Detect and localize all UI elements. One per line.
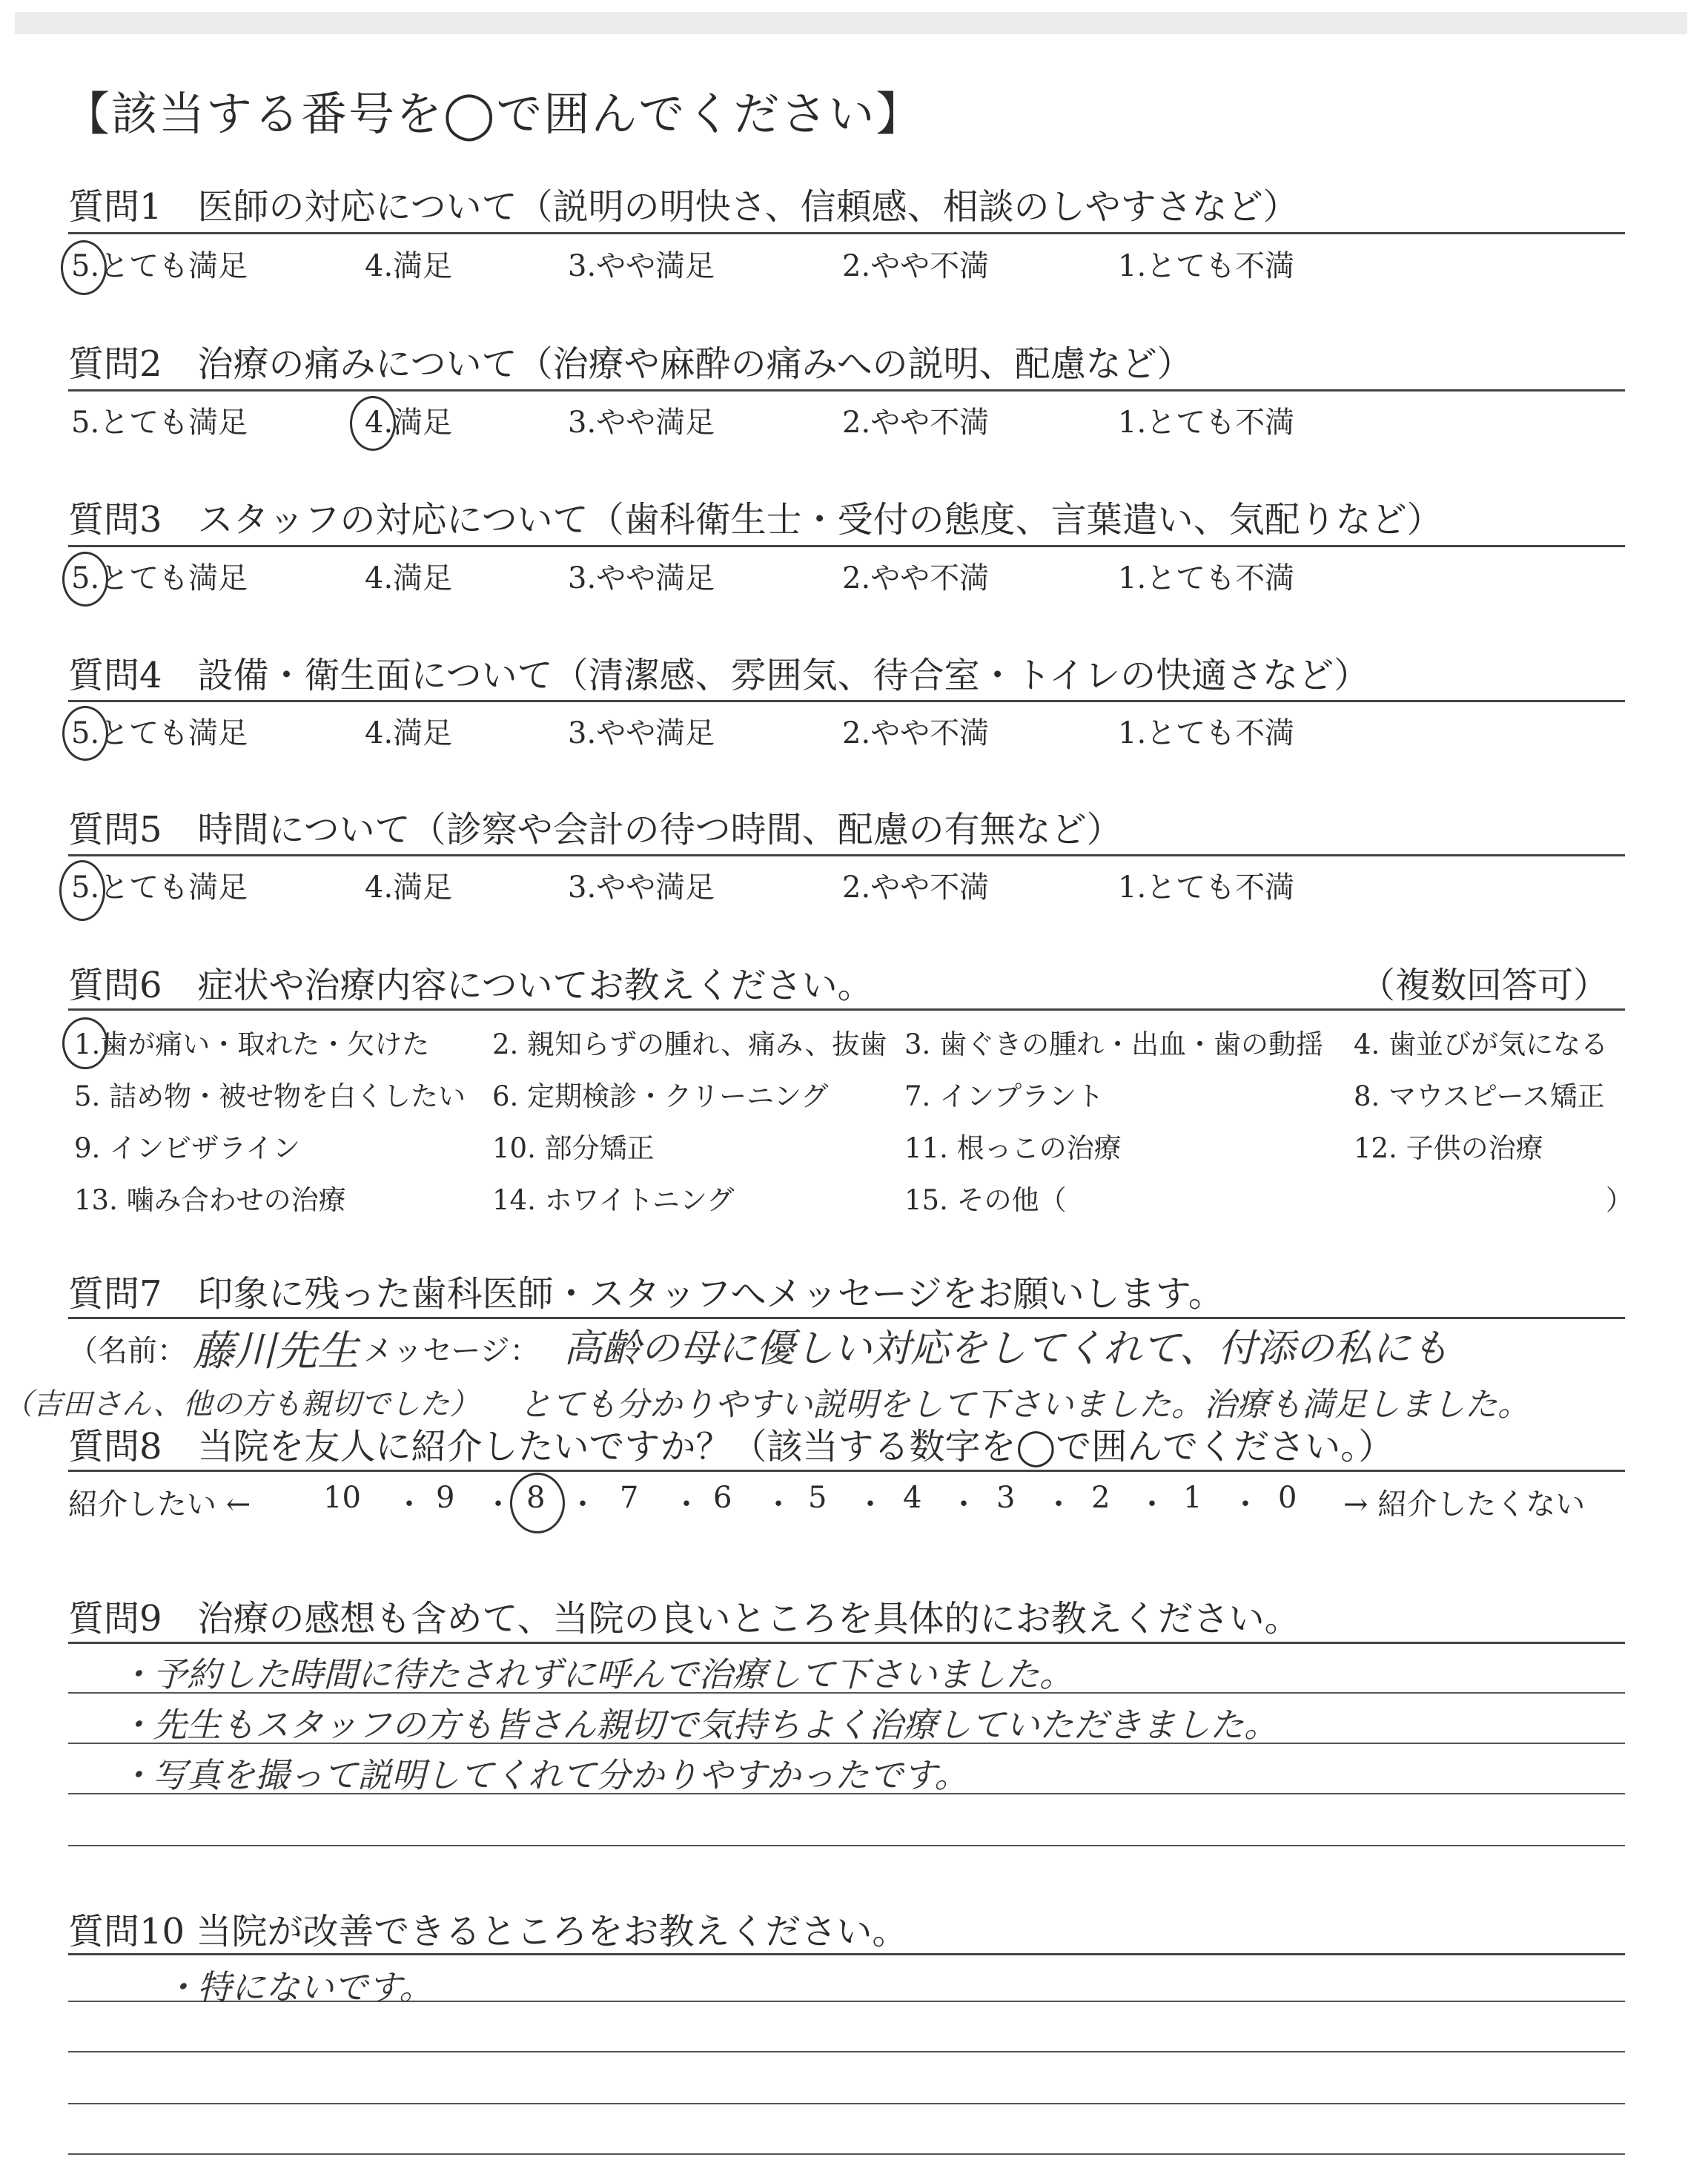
q10-writing-line xyxy=(68,2153,1625,2155)
question-7-title: 質問7 印象に残った歯科医師・スタッフへメッセージをお願いします。 xyxy=(68,1273,1224,1315)
q8-dot: ・ xyxy=(483,1487,513,1522)
q8-scale-7[interactable]: 7 xyxy=(620,1481,639,1515)
q6-option-15-close: ） xyxy=(1606,1184,1633,1216)
q4-option-2[interactable]: 2.やや不満 xyxy=(842,716,990,750)
q8-scale-5[interactable]: 5 xyxy=(808,1481,827,1515)
question-8-rule xyxy=(68,1470,1625,1472)
q5-option-4[interactable]: 4.満足 xyxy=(365,871,453,905)
q6-option-14[interactable]: 14. ホワイトニング xyxy=(492,1184,735,1216)
q8-selected-circle xyxy=(510,1473,565,1533)
q9-writing-line xyxy=(68,1845,1625,1846)
q8-scale-6[interactable]: 6 xyxy=(713,1481,732,1515)
q6-option-5[interactable]: 5. 詰め物・被せ物を白くしたい xyxy=(74,1080,466,1112)
question-3-title: 質問3 スタッフの対応について（歯科衛生士・受付の態度、言葉遣い、気配りなど） xyxy=(68,499,1443,541)
q10-writing-line xyxy=(68,2103,1625,2104)
q8-dot: ・ xyxy=(949,1487,979,1522)
q8-scale-10[interactable]: 10 xyxy=(323,1481,361,1515)
question-2-rule xyxy=(68,389,1625,392)
q3-option-4[interactable]: 4.満足 xyxy=(365,561,453,595)
question-9-rule xyxy=(68,1642,1625,1644)
q1-option-5[interactable]: 5.とても満足 xyxy=(71,249,248,283)
question-1-rule xyxy=(68,232,1625,234)
q4-option-3[interactable]: 3.やや満足 xyxy=(568,716,715,750)
q6-option-2[interactable]: 2. 親知らずの腫れ、痛み、抜歯 xyxy=(492,1028,887,1060)
question-3-rule xyxy=(68,545,1625,547)
q3-option-1[interactable]: 1.とても不満 xyxy=(1118,561,1295,595)
q3-selected-circle xyxy=(62,552,108,607)
q8-scale-8[interactable]: 8 xyxy=(526,1481,546,1515)
q6-option-3[interactable]: 3. 歯ぐきの腫れ・出血・歯の動揺 xyxy=(904,1028,1324,1060)
question-5-rule xyxy=(68,854,1625,856)
q6-option-1[interactable]: 1.歯が痛い・取れた・欠けた xyxy=(74,1028,430,1060)
q2-option-2[interactable]: 2.やや不満 xyxy=(842,406,990,440)
q8-dot: ・ xyxy=(394,1487,424,1522)
q4-option-4[interactable]: 4.満足 xyxy=(365,716,453,750)
q8-dot: ・ xyxy=(672,1487,701,1522)
q5-selected-circle xyxy=(59,860,105,921)
question-10-title: 質問10 当院が改善できるところをお教えください。 xyxy=(68,1911,908,1952)
q8-scale-1[interactable]: 1 xyxy=(1183,1481,1202,1515)
q5-option-2[interactable]: 2.やや不満 xyxy=(842,871,990,905)
q6-option-12[interactable]: 12. 子供の治療 xyxy=(1354,1132,1543,1164)
q8-dot: ・ xyxy=(855,1487,885,1522)
q6-option-8[interactable]: 8. マウスピース矯正 xyxy=(1354,1080,1605,1112)
q6-option-11[interactable]: 11. 根っこの治療 xyxy=(904,1132,1122,1164)
q8-dot: ・ xyxy=(568,1487,598,1522)
q8-left-label: 紹介したい ← xyxy=(68,1487,251,1522)
q9-handwritten-line-2[interactable]: ・先生もスタッフの方も皆さん親切で気持ちよく治療していただきました。 xyxy=(119,1705,1278,1745)
q7-message-label: メッセージ： xyxy=(363,1334,540,1368)
q2-option-3[interactable]: 3.やや満足 xyxy=(568,406,715,440)
q5-option-1[interactable]: 1.とても不満 xyxy=(1118,871,1295,905)
q2-option-4[interactable]: 4.満足 xyxy=(365,406,453,440)
q7-name-label: （名前： xyxy=(68,1334,187,1368)
q8-scale-3[interactable]: 3 xyxy=(996,1481,1016,1515)
question-4-title: 質問4 設備・衛生面について（清潔感、雰囲気、待合室・トイレの快適さなど） xyxy=(68,655,1370,696)
q6-multiple-note: （複数回答可） xyxy=(1360,965,1609,1006)
q6-option-4[interactable]: 4. 歯並びが気になる xyxy=(1354,1028,1609,1060)
q7-message-line-1[interactable]: 高齢の母に優しい対応をしてくれて、付添の私にも xyxy=(563,1327,1449,1371)
question-8-title: 質問8 当院を友人に紹介したいですか？（該当する数字を◯で囲んでください。） xyxy=(68,1426,1394,1467)
question-4-rule xyxy=(68,700,1625,702)
q3-option-5[interactable]: 5.とても満足 xyxy=(71,561,248,595)
q2-option-1[interactable]: 1.とても不満 xyxy=(1118,406,1295,440)
q6-option-15[interactable]: 15. その他（ xyxy=(904,1184,1067,1216)
q2-option-5[interactable]: 5.とても満足 xyxy=(71,406,248,440)
q8-right-label: → 紹介したくない xyxy=(1343,1487,1586,1522)
q4-selected-circle xyxy=(62,706,108,761)
question-6-rule xyxy=(68,1008,1625,1011)
question-2-title: 質問2 治療の痛みについて（治療や麻酔の痛みへの説明、配慮など） xyxy=(68,343,1193,385)
q10-writing-line xyxy=(68,2051,1625,2052)
q1-selected-circle xyxy=(61,240,107,295)
q9-handwritten-line-3[interactable]: ・写真を撮って説明してくれて分かりやすかったです。 xyxy=(119,1755,969,1795)
q6-selected-circle xyxy=(62,1017,108,1069)
q6-option-13[interactable]: 13. 噛み合わせの治療 xyxy=(74,1184,346,1216)
q4-option-1[interactable]: 1.とても不満 xyxy=(1118,716,1295,750)
q8-scale-2[interactable]: 2 xyxy=(1091,1481,1110,1515)
q6-option-7[interactable]: 7. インプラント xyxy=(904,1080,1105,1112)
q1-option-3[interactable]: 3.やや満足 xyxy=(568,249,715,283)
q6-option-10[interactable]: 10. 部分矯正 xyxy=(492,1132,655,1164)
q5-option-3[interactable]: 3.やや満足 xyxy=(568,871,715,905)
q8-dot: ・ xyxy=(1231,1487,1260,1522)
q2-selected-circle xyxy=(350,396,396,451)
question-10-rule xyxy=(68,1953,1625,1955)
q1-option-2[interactable]: 2.やや不満 xyxy=(842,249,990,283)
question-5-title: 質問5 時間について（診察や会計の待つ時間、配慮の有無など） xyxy=(68,809,1122,851)
scan-top-band xyxy=(15,12,1687,34)
question-9-title: 質問9 治療の感想も含めて、当院の良いところを具体的にお教えください。 xyxy=(68,1598,1300,1639)
q3-option-3[interactable]: 3.やや満足 xyxy=(568,561,715,595)
q8-scale-0[interactable]: 0 xyxy=(1278,1481,1297,1515)
q7-name-handwritten[interactable]: 藤川先生 xyxy=(193,1327,359,1375)
q8-dot: ・ xyxy=(1044,1487,1073,1522)
q8-dot: ・ xyxy=(1137,1487,1167,1522)
q1-option-1[interactable]: 1.とても不満 xyxy=(1118,249,1295,283)
q8-dot: ・ xyxy=(764,1487,793,1522)
q10-handwritten-line-1[interactable]: ・特にないです。 xyxy=(163,1967,434,2007)
q4-option-5[interactable]: 5.とても満足 xyxy=(71,716,248,750)
q3-option-2[interactable]: 2.やや不満 xyxy=(842,561,990,595)
q7-message-line-2[interactable]: とても分かりやすい説明をして下さいました。治療も満足しました。 xyxy=(519,1386,1530,1424)
q7-message-line-2-aside[interactable]: （吉田さん、他の方も親切でした） xyxy=(3,1387,480,1421)
q6-option-6[interactable]: 6. 定期検診・クリーニング xyxy=(492,1080,829,1112)
page-header: 【該当する番号を◯で囲んでください】 xyxy=(64,87,924,141)
question-1-title: 質問1 医師の対応について（説明の明快さ、信頼感、相談のしやすさなど） xyxy=(68,186,1299,228)
q8-scale-4[interactable]: 4 xyxy=(903,1481,922,1515)
question-6-title: 質問6 症状や治療内容についてお教えください。 xyxy=(68,965,873,1006)
q8-scale-9[interactable]: 9 xyxy=(436,1481,455,1515)
q5-option-5[interactable]: 5.とても満足 xyxy=(71,871,248,905)
q1-option-4[interactable]: 4.満足 xyxy=(365,249,453,283)
q9-handwritten-line-1[interactable]: ・予約した時間に待たされずに呼んで治療して下さいました。 xyxy=(119,1654,1073,1694)
q6-option-9[interactable]: 9. インビザライン xyxy=(74,1132,300,1164)
